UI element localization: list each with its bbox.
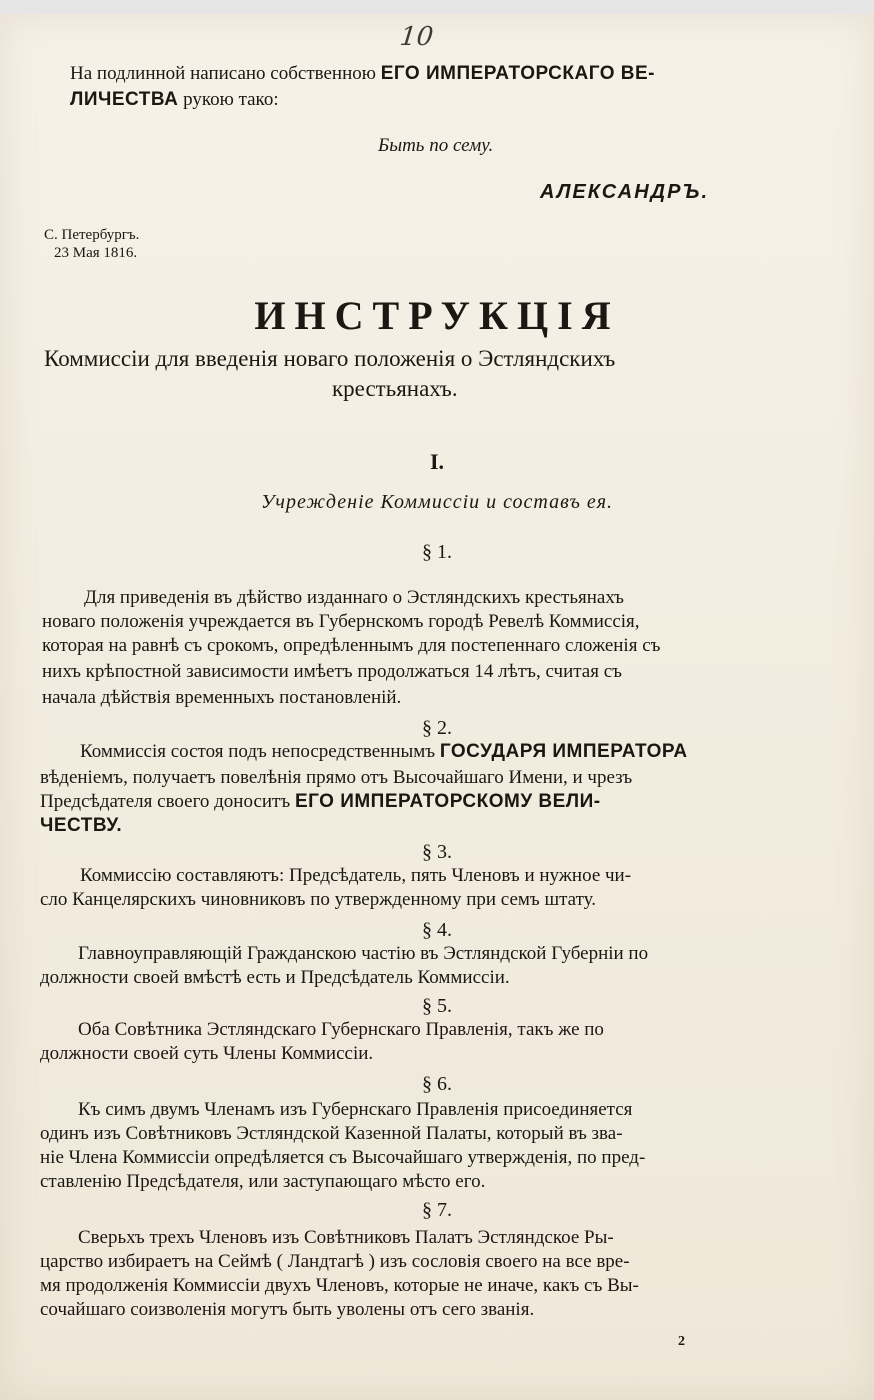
date: 23 Мая 1816. [54,245,138,261]
paragraph-2-line-2: вѣденіемъ, получаетъ повелѣнія прямо отъ Высочайшаго Имени, и чрезъ [40,767,633,788]
header-line-2 [70,88,279,112]
paragraph-3-line-1: Коммиссію составляютъ: Предсѣдатель, пять Членовъ и нужное чи- [80,865,632,886]
header-line-1 [70,62,655,86]
paragraph-3-mark: § 3. [422,841,452,863]
paragraph-5-mark: § 5. [422,995,452,1017]
paragraph-5-line-2: должности своей суть Члены Коммиссіи. [40,1043,374,1064]
folio-number: 10 [398,22,435,52]
paragraph-6-line-4: ставленію Предсѣдателя, или заступающаго мѣсто его. [40,1171,486,1192]
paragraph-1-line-2: новаго положенія учреждается въ Губернскомъ городѣ Ревелѣ Коммиссія, [42,611,640,632]
signature: АЛЕКСАНДРЪ. [540,181,710,203]
header-line-2-text: рукою тако: [178,89,279,110]
document-title: ИНСТРУКЦІЯ [254,293,620,338]
subtitle-line-2: крестьянахъ. [332,376,458,401]
header-line-1-caps: ЕГО ИМПЕРАТОРСКАГО ВЕ- [380,63,656,84]
paragraph-5-line-1: Оба Совѣтника Эстляндскаго Губернскаго Правленія, такъ же по [78,1019,604,1040]
paragraph-7-line-2: царство избираетъ на Сеймѣ ( Ландтагѣ ) изъ сословія своего на все вре- [40,1251,630,1272]
top-strip [0,0,874,15]
section-number: I. [429,449,445,474]
paragraph-7-line-4: сочайшаго соизволенія могутъ быть уволены отъ сего званія. [40,1299,535,1320]
subtitle-line-1: Коммиссіи для введенія нoваго положенія о Эстляндскихъ [44,346,616,371]
document-page [0,14,874,1400]
page-signature-mark: 2 [678,1334,685,1349]
paragraph-4-line-1: Главноуправляющій Гражданскою частію въ Эстляндской Губерніи по [78,943,649,964]
paragraph-2-line-3-caps: ЕГО ИМПЕРАТОРСКОМУ ВЕЛИ- [294,791,601,812]
paragraph-1-line-3: которая на равнѣ съ срокомъ, опредѣленнымъ для постепеннаго сложенія съ [42,635,661,656]
paragraph-7-mark: § 7. [422,1199,452,1221]
header-line-2-caps: ЛИЧЕСТВА [70,89,179,110]
paragraph-6-line-2: одинъ изъ Совѣтниковъ Эстляндской Казенной Палаты, который въ зва- [40,1123,623,1144]
paragraph-1-line-1: Для приведенія въ дѣйство изданнаго о Эстляндскихъ крестьянахъ [84,587,624,608]
resolution: Быть по сему. [378,135,494,156]
paragraph-1-line-5: начала дѣйствія временныхъ постановленій. [42,687,402,708]
paragraph-2-line-1-caps: ГОСУДАРЯ ИМПЕРАТОРА [439,741,688,762]
paragraph-7-line-1: Сверьхъ трехъ Членовъ изъ Совѣтниковъ Палатъ Эстляндское Ры- [78,1227,614,1248]
paragraph-7-line-3: мя продолженія Коммиссіи двухъ Членовъ, которые не иначе, какъ съ Вы- [40,1275,639,1296]
paragraph-6-line-3: ніе Члена Коммиссіи опредѣляется съ Высочайшаго утвержденія, по пред- [40,1147,646,1168]
paragraph-2-line-3 [40,790,601,814]
header-line-1-text: На подлинной написано собственною [70,63,381,84]
paragraph-4-line-2: должности своей вмѣстѣ есть и Предсѣдатель Коммиссіи. [40,967,510,988]
paragraph-4-mark: § 4. [422,919,452,941]
paragraph-2-line-3-text: Предсѣдателя своего доноситъ [40,791,295,812]
paragraph-6-line-1: Къ симъ двумъ Членамъ изъ Губернскаго Правленія присоединяется [78,1099,633,1120]
paragraph-1-mark: § 1. [422,541,452,563]
paragraph-1-line-4: нихъ крѣпостной зависимости имѣетъ продолжаться 14 лѣтъ, считая съ [42,661,622,682]
place: С. Петербургъ. [44,227,140,243]
paragraph-2-line-1 [80,740,688,764]
section-heading: Учрежденіе Коммиссіи и составъ ея. [260,491,614,513]
paragraph-2-mark: § 2. [422,717,452,739]
paragraph-2-line-1-text: Коммиссія состоя подъ непосредственнымъ [80,741,440,762]
paragraph-2-line-4: ЧЕСТВУ. [40,815,123,836]
paragraph-3-line-2: сло Канцелярскихъ чиновниковъ по утвержденному при семъ штату. [40,889,597,910]
paragraph-6-mark: § 6. [422,1073,452,1095]
